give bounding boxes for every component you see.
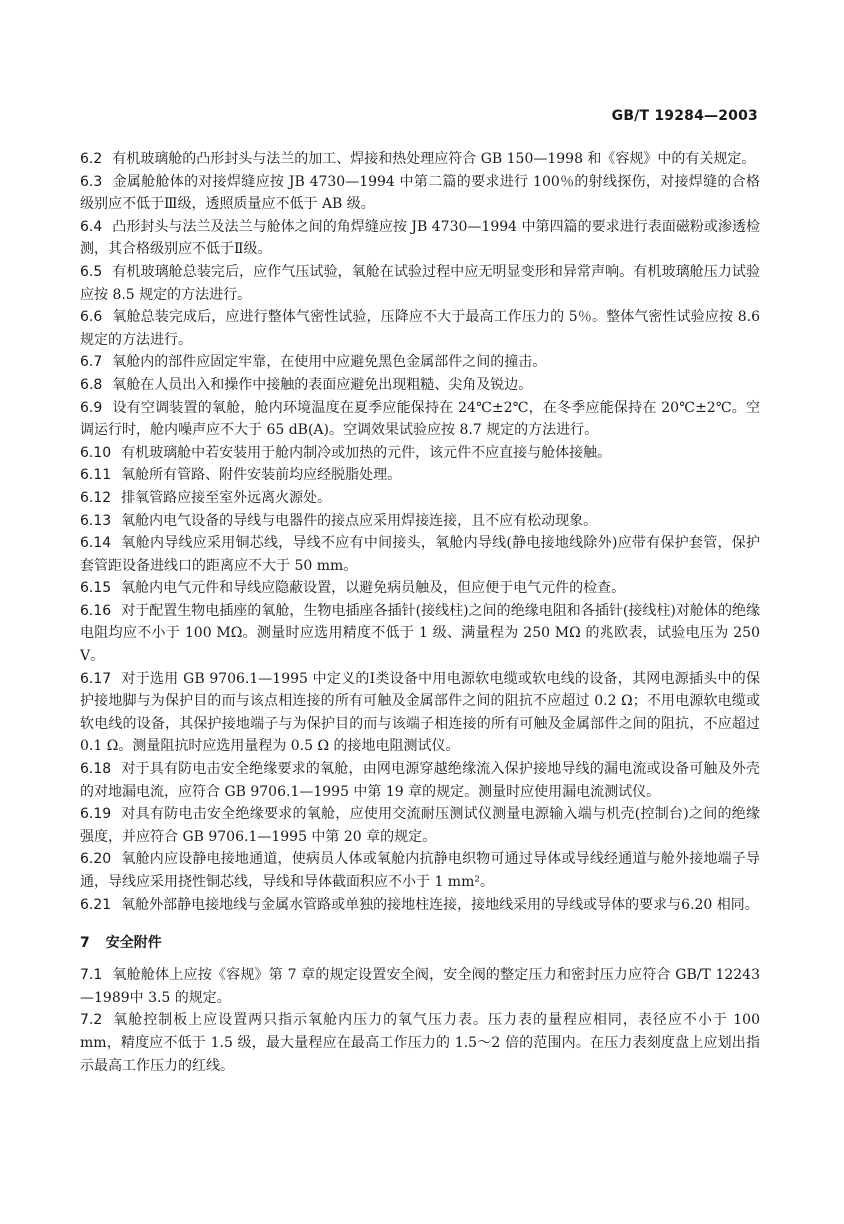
clause-6-3: [80, 171, 760, 216]
clause-6-20: [80, 848, 760, 893]
clause-number: 6.19: [80, 806, 112, 823]
clause-text: 对于具有防电击安全绝缘要求的氧舱，由网电源穿越绝缘流入保护接地导线的漏电流或设备可触及外壳的对地漏电流，应符合 GB 9706.1—1995 中第 19 章的规定。测量时应使用漏电流测试仪。: [80, 761, 760, 800]
clause-number: 6.4: [80, 218, 103, 235]
clause-6-10: [80, 442, 760, 465]
clause-text: 有机玻璃舱总装完后，应作气压试验，氧舱在试验过程中应无明显变形和异常声响。有机玻璃舱压力试验应按 8.5 规定的方法进行。: [80, 263, 760, 303]
clause-text: 对于选用 GB 9706.1—1995 中定义的Ⅰ类设备中用电源软电缆或软电线的设备，其网电源插头中的保护接地脚与为保护目的而与该点相连接的所有可触及金属部件之间的阻抗不应超过 0.2 Ω；不用电源软电缆或软电线的设备，其保护接地端子与为保护目的而与该端子相连接的所有可触及金属部件之间的阻抗，不应超过 0.1 Ω。测量阻抗时应选用量程为 0.5 Ω 的接地电阻测试仪。: [80, 670, 760, 755]
clause-6-16: [80, 600, 760, 668]
clause-text: 对于配置生物电插座的氧舱，生物电插座各插针(接线柱)之间的绝缘电阻和各插针(接线柱)对舱体的绝缘电阻均应不小于 100 MΩ。测量时应选用精度不低于 1 级、满量程为 250 MΩ 的兆欧表，试验电压为 250 V。: [80, 602, 760, 665]
clause-text: 有机玻璃舱中若安装用于舱内制冷或加热的元件，该元件不应直接与舱体接触。: [121, 444, 612, 461]
clause-6-21: [80, 894, 760, 917]
clause-7-1: [80, 964, 760, 1009]
clause-text: 氧舱舱体上应按《容规》第 7 章的规定设置安全阀，安全阀的整定压力和密封压力应符合 GB/T 12243—1989中 3.5 的规定。: [80, 967, 760, 1006]
clause-6-6: [80, 306, 760, 351]
clause-number: 6.11: [80, 467, 112, 484]
clause-number: 6.16: [80, 602, 112, 619]
clause-text: 凸形封头与法兰及法兰与舱体之间的角焊缝应按 JB 4730—1994 中第四篇的要求进行表面磁粉或渗透检测，其合格级别应不低于Ⅱ级。: [80, 218, 760, 258]
clause-number: 6.3: [80, 173, 103, 190]
clause-text: 金属舱舱体的对接焊缝应按 JB 4730—1994 中第二篇的要求进行 100％的射线探伤，对接焊缝的合格级别应不低于Ⅲ级，透照质量应不低于 AB 级。: [80, 173, 760, 213]
clause-6-5: [80, 261, 760, 306]
clause-6-13: [80, 510, 760, 533]
clause-number: 6.18: [80, 761, 112, 778]
clause-number: 7.2: [80, 1012, 103, 1029]
clause-text: 氧舱内电气元件和导线应隐蔽设置，以避免病员触及，但应便于电气元件的检查。: [121, 580, 626, 597]
section-heading-7: [80, 932, 760, 954]
clause-6-19: [80, 803, 760, 848]
clause-6-12: [80, 487, 760, 510]
clause-number: 6.13: [80, 512, 112, 529]
clause-6-4: [80, 216, 760, 261]
clause-number: 6.5: [80, 263, 103, 280]
clause-text: 氧舱控制板上应设置两只指示氧舱内压力的氧气压力表。压力表的量程应相同，表径应不小于 100 mm，精度应不低于 1.5 级，最大量程应在最高工作压力的 1.5～2 倍的范围内。在压力表刻度盘上应划出指示最高工作压力的红线。: [80, 1012, 760, 1074]
clause-text: 排氧管路应接至室外远离火源处。: [121, 489, 332, 506]
clause-text: 设有空调装置的氧舱，舱内环境温度在夏季应能保持在 24℃±2℃，在冬季应能保持在 20℃±2℃。空调运行时，舱内噪声应不大于 65 dB(A)。空调效果试验应按 8.7 规定的方法进行。: [80, 399, 760, 439]
clause-text: 氧舱内应设静电接地通道，使病员人体或氧舱内抗静电织物可通过导体或导线经通道与舱外接地端子导通，导线应采用挠性铜芯线，导线和导体截面积应不小于 1 mm²。: [80, 851, 760, 890]
clause-6-14: [80, 532, 760, 577]
clause-number: 6.12: [80, 489, 112, 506]
clause-6-9: [80, 397, 760, 442]
clause-number: 6.2: [80, 151, 103, 167]
clause-text: 氧舱内导线应采用铜芯线，导线不应有中间接头，氧舱内导线(静电接地线除外)应带有保护套管，保护套管距设备进线口的距离应不大于 50 mm。: [80, 535, 760, 574]
clause-number: 6.9: [80, 399, 103, 416]
clause-number: 6.6: [80, 309, 103, 326]
clause-text: 氧舱在人员出入和操作中接触的表面应避免出现粗糙、尖角及锐边。: [112, 376, 533, 393]
standard-code: GB/T 19284—2003: [611, 108, 758, 124]
clause-text: 对具有防电击安全绝缘要求的氧舱，应使用交流耐压测试仪测量电源输入端与机壳(控制台)之间的绝缘强度，并应符合 GB 9706.1—1995 中第 20 章的规定。: [80, 806, 760, 845]
clause-number: 6.17: [80, 670, 112, 687]
clause-text: 氧舱所有管路、附件安装前均应经脱脂处理。: [121, 467, 402, 484]
clause-number: 6.14: [80, 535, 112, 552]
clause-text: 氧舱内电气设备的导线与电器件的接点应采用焊接连接，且不应有松动现象。: [121, 512, 598, 529]
clause-6-7: [80, 351, 760, 374]
clause-text: 氧舱总装完成后，应进行整体气密性试验，压降应不大于最高工作压力的 5％。整体气密性试验应按 8.6 规定的方法进行。: [80, 309, 760, 348]
clause-text: 氧舱内的部件应固定牢靠，在使用中应避免黑色金属部件之间的撞击。: [112, 354, 547, 371]
document-body: [80, 148, 760, 1077]
clause-6-11: [80, 464, 760, 487]
clause-6-2: [80, 148, 760, 171]
clause-6-15: [80, 577, 760, 600]
clause-number: 6.8: [80, 376, 103, 393]
clause-6-18: [80, 758, 760, 803]
clause-7-2: [80, 1009, 760, 1077]
section-number: 7: [80, 935, 90, 952]
clause-6-8: [80, 374, 760, 397]
clause-number: 6.7: [80, 354, 103, 371]
clause-number: 7.1: [80, 967, 103, 984]
clause-text: 有机玻璃舱的凸形封头与法兰的加工、焊接和热处理应符合 GB 150—1998 和《容规》中的有关规定。: [112, 151, 756, 167]
clause-number: 6.20: [80, 851, 112, 868]
clause-number: 6.21: [80, 896, 112, 913]
section-title: 安全附件: [105, 935, 162, 952]
clause-6-17: [80, 668, 760, 758]
clause-number: 6.10: [80, 444, 112, 461]
clause-text: 氧舱外部静电接地线与金属水管路或单独的接地柱连接，接地线采用的导线或导体的要求与6.20 相同。: [121, 896, 759, 913]
clause-number: 6.15: [80, 580, 112, 597]
